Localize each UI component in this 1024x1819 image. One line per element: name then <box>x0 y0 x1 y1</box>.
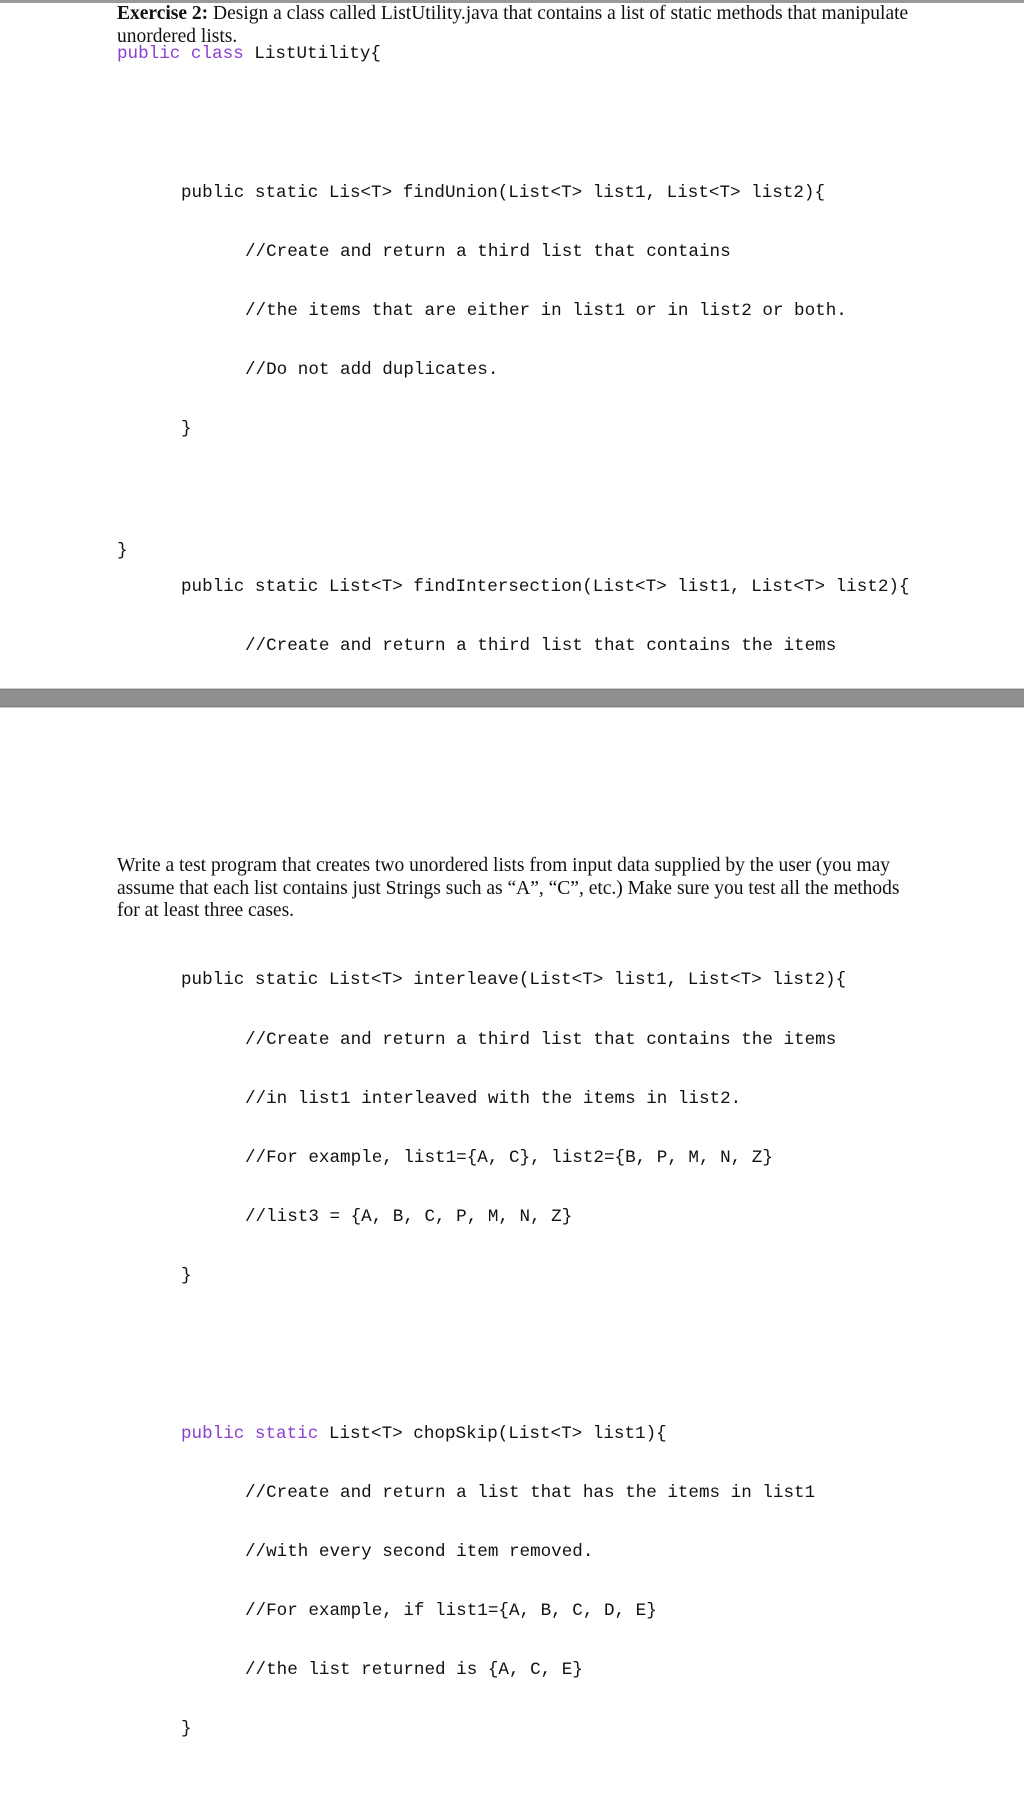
method-close-brace: } <box>181 418 192 439</box>
exercise-label: Exercise 2: <box>117 3 209 24</box>
method-signature <box>181 578 910 598</box>
page-separator-bar <box>0 689 1024 707</box>
method-close-brace: } <box>181 1265 192 1286</box>
class-keywords: public class <box>117 44 244 64</box>
class-declaration <box>117 45 381 65</box>
method-signature <box>181 971 910 991</box>
page-separator <box>0 687 1024 708</box>
method-chop-skip <box>181 1385 910 1779</box>
method-signature-text: List<T> chopSkip(List<T> list1){ <box>318 1423 667 1444</box>
method-comment: //the list returned is {A, C, E} <box>245 1659 583 1680</box>
method-comment: //Create and return a third list that contains <box>245 241 731 262</box>
method-comment: //For example, list1={A, C}, list2={B, P, M, N, Z} <box>245 1147 773 1168</box>
instructions-line-3: for at least three cases. <box>117 900 295 921</box>
method-comment: //with every second item removed. <box>245 1541 594 1562</box>
instructions-line-1: Write a test program that creates two unordered lists from input data supplied by the user (you may <box>117 855 891 876</box>
method-close-brace: } <box>181 1719 192 1740</box>
method-signature-text: List<T> interleave(List<T> list1, List<T> list2){ <box>318 970 847 991</box>
heading-line-1 <box>117 3 977 26</box>
method-signature-text: Lis<T> findUnion(List<T> list1, List<T> list2){ <box>318 182 826 203</box>
method-comment: //For example, if list1={A, B, C, D, E} <box>245 1600 657 1621</box>
method-comment: //the items that are either in list1 or in list2 or both. <box>245 300 847 321</box>
exercise-description: Design a class called ListUtility.java that contains a list of static methods that manipulate <box>208 3 909 24</box>
method-comment: //in list1 interleaved with the items in list2. <box>245 1088 742 1109</box>
method-signature <box>181 184 910 204</box>
class-close-brace: } <box>117 541 128 561</box>
method-signature <box>181 1425 910 1445</box>
method-modifiers: public static <box>181 576 319 597</box>
method-comment: //Create and return a list that has the items in list1 <box>245 1482 816 1503</box>
method-comment: //Create and return a third list that contains the items <box>245 635 837 656</box>
method-interleave <box>181 932 910 1326</box>
class-name: ListUtility{ <box>243 44 381 64</box>
method-modifiers: public static <box>181 970 319 991</box>
method-list <box>181 85 910 1819</box>
test-program-instructions <box>117 855 937 923</box>
method-find-union <box>181 144 910 479</box>
heading-line-2: unordered lists. <box>117 25 238 47</box>
method-comment: //list3 = {A, B, C, P, M, N, Z} <box>245 1206 573 1227</box>
method-modifiers: public static <box>181 1423 319 1444</box>
method-comment: //Do not add duplicates. <box>245 359 499 380</box>
method-comment: //Create and return a third list that contains the items <box>245 1029 837 1050</box>
exercise-heading <box>117 3 977 48</box>
instructions-line-2: assume that each list contains just Strings such as “A”, “C”, etc.) Make sure you test all the methods <box>117 877 900 899</box>
method-signature-text: List<T> findIntersection(List<T> list1, List<T> list2){ <box>318 576 910 597</box>
method-modifiers: public static <box>181 182 319 203</box>
